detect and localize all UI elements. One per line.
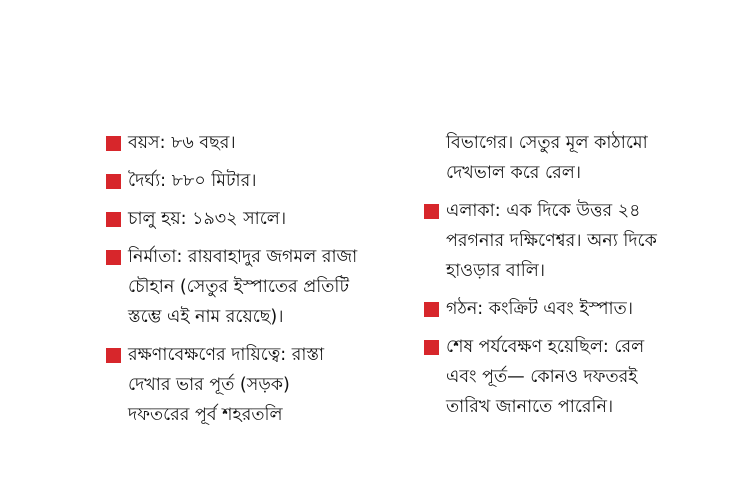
bullet-square-icon: [424, 204, 439, 219]
fact-line: তারিখ জানাতে পারেনি।: [446, 397, 614, 417]
bullet-square-icon: [424, 340, 439, 355]
fact-last-inspection: [424, 332, 724, 422]
fact-line: দেখভাল করে রেল।: [446, 163, 581, 183]
fact-line: স্তম্ভে এই নাম রয়েছে)।: [128, 307, 284, 327]
fact-line: রক্ষণাবেক্ষণের দায়িত্বে: রাস্তা: [128, 345, 325, 365]
fact-line: চৌহান (সেতুর ইস্পাতের প্রতিটি: [128, 277, 349, 297]
fact-opened: [106, 204, 406, 234]
fact-line: নির্মাতা: রায়বাহাদুর জগমল রাজা: [128, 247, 358, 267]
fact-age: [106, 128, 406, 158]
fact-line: পরগনার দক্ষিণেশ্বর। অন্য দিকে: [446, 231, 657, 251]
fact-maintenance: [106, 340, 406, 430]
fact-line: শেষ পর্যবেক্ষণ হয়েছিল: রেল: [446, 337, 645, 357]
fact-line: চালু হয়: ১৯৩২ সালে।: [128, 209, 287, 229]
bullet-square-icon: [106, 174, 121, 189]
fact-line: বিভাগের। সেতুর মূল কাঠামো: [446, 133, 648, 153]
fact-line: বয়স: ৮৬ বছর।: [128, 133, 236, 153]
bullet-square-icon: [106, 212, 121, 227]
fact-line: হাওড়ার বালি।: [446, 261, 546, 281]
fact-area: [424, 196, 724, 286]
bullet-square-icon: [424, 302, 439, 317]
fact-line: গঠন: কংক্রিট এবং ইস্পাত।: [446, 299, 634, 319]
fact-length: [106, 166, 406, 196]
bullet-square-icon: [106, 136, 121, 151]
fact-line: দেখার ভার পূর্ত (সড়ক): [128, 375, 290, 395]
bullet-square-icon: [106, 250, 121, 265]
fact-line: এলাকা: এক দিকে উত্তর ২৪: [446, 201, 641, 221]
fact-line: এবং পূর্ত— কোনও দফতরই: [446, 367, 638, 387]
bullet-square-icon: [106, 348, 121, 363]
fact-structure: [424, 294, 724, 324]
fact-line: দৈর্ঘ্য: ৮৮০ মিটার।: [128, 171, 257, 191]
fact-maintenance-continued: [424, 128, 724, 188]
fact-builder: [106, 242, 406, 332]
left-column: [106, 128, 406, 438]
right-column: [424, 128, 724, 430]
fact-line: দফতরের পূর্ব শহরতলি: [128, 405, 283, 425]
